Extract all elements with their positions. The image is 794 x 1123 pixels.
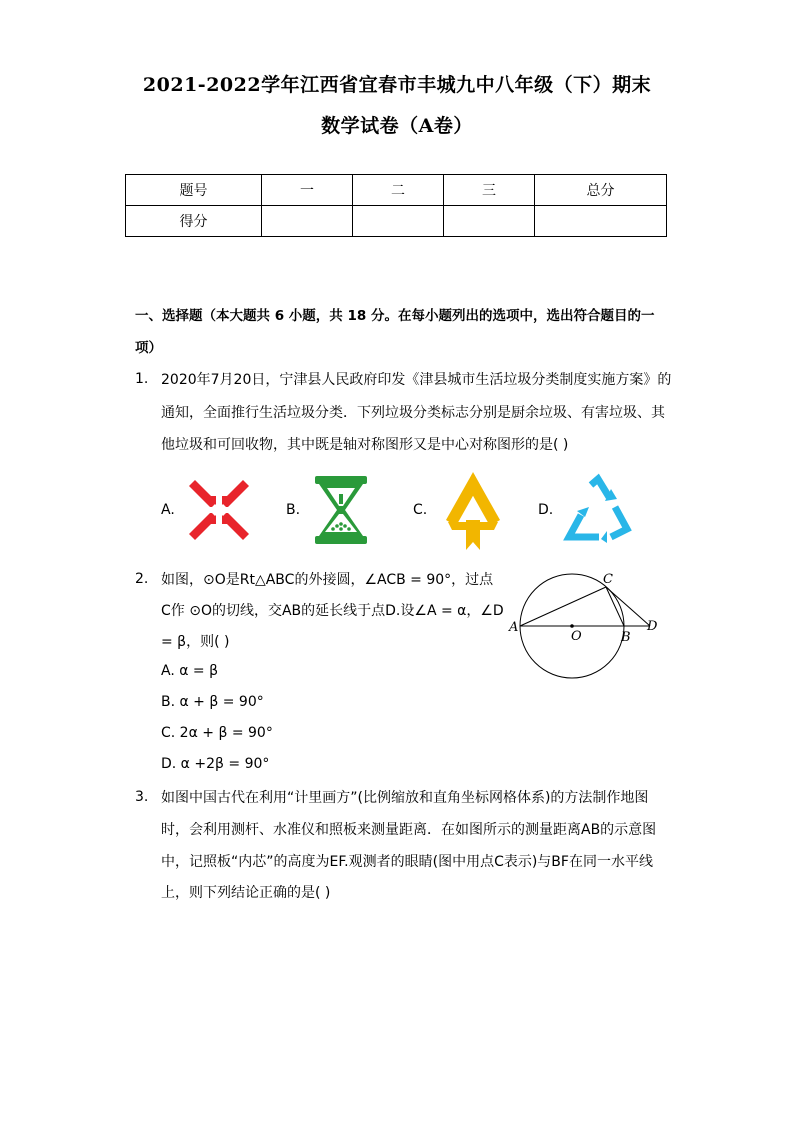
point-b-label: B: [621, 630, 631, 645]
q1-text-line3: 他垃圾和可回收物，其中既是轴对称图形又是中心对称图形的是( ): [161, 437, 569, 453]
table-cell: 得分: [126, 206, 262, 237]
q1-option-b-label: B.: [286, 502, 301, 518]
exam-title-line2: 数学试卷（A卷）: [321, 115, 473, 137]
recyclable-symbol-icon: [563, 475, 633, 545]
table-cell: [535, 206, 667, 237]
question-number: 2.: [135, 571, 149, 587]
table-cell: 总分: [535, 175, 667, 206]
point-a-label: A: [509, 620, 519, 635]
harmful-waste-symbol-icon: [313, 474, 369, 546]
exam-title-line1: 2021-2022学年江西省宜春市丰城九中八年级（下）期末: [142, 74, 652, 96]
point-c-label: C: [603, 572, 613, 587]
question-number: 3.: [135, 789, 149, 805]
section-heading-line1: 一、选择题（本大题共 6 小题，共 18 分。在每小题列出的选项中，选出符合题目的一: [135, 308, 655, 324]
table-cell: 三: [444, 175, 535, 206]
table-cell: [444, 206, 535, 237]
q2-text-line3: = β，则( ): [161, 634, 230, 650]
q3-text-line1: 如图中国古代在利用“计里画方”(比例缩放和直角坐标网格体系)的方法制作地图: [161, 790, 649, 806]
q2-option-a: A. α = β: [161, 663, 219, 679]
table-cell: [353, 206, 444, 237]
table-cell: [262, 206, 353, 237]
table-cell: 二: [353, 175, 444, 206]
q1-text-line1: 2020年7月20日，宁津县人民政府印发《津县城市生活垃圾分类制度实施方案》的: [161, 372, 672, 388]
table-cell: 一: [262, 175, 353, 206]
table-row: [126, 206, 667, 237]
q1-option-d-label: D.: [538, 502, 554, 518]
other-waste-symbol-icon: [438, 470, 508, 552]
food-waste-symbol-icon: [187, 478, 251, 542]
table-row: [126, 175, 667, 206]
point-d-label: D: [647, 619, 658, 634]
q1-option-a-label: A.: [161, 502, 175, 518]
q3-text-line3: 中，记照板“内芯”的高度为EF.观测者的眼睛(图中用点C表示)与BF在同一水平线: [161, 854, 653, 870]
q2-option-b: B. α + β = 90°: [161, 694, 264, 710]
circle-tangent-diagram: [505, 568, 675, 680]
q2-option-c: C. 2α + β = 90°: [161, 725, 273, 741]
q3-text-line4: 上，则下列结论正确的是( ): [161, 885, 331, 901]
q2-text-line2: C作 ⊙O的切线，交AB的延长线于点D.设∠A = α，∠D: [161, 603, 504, 619]
table-cell: 题号: [126, 175, 262, 206]
question-number: 1.: [135, 371, 149, 387]
q2-text-line1: 如图，⊙O是Rt△ABC的外接圆，∠ACB = 90°，过点: [161, 572, 494, 588]
section-heading-line2: 项）: [135, 340, 162, 356]
score-table: [125, 174, 667, 237]
q2-option-d: D. α +2β = 90°: [161, 756, 270, 772]
q3-text-line2: 时，会利用测杆、水准仪和照板来测量距离．在如图所示的测量距离AB的示意图: [161, 822, 657, 838]
point-o-label: O: [571, 629, 582, 644]
q1-text-line2: 通知，全面推行生活垃圾分类．下列垃圾分类标志分别是厨余垃圾、有害垃圾、其: [161, 405, 665, 421]
q1-option-c-label: C.: [413, 502, 428, 518]
section-heading: [135, 300, 665, 364]
